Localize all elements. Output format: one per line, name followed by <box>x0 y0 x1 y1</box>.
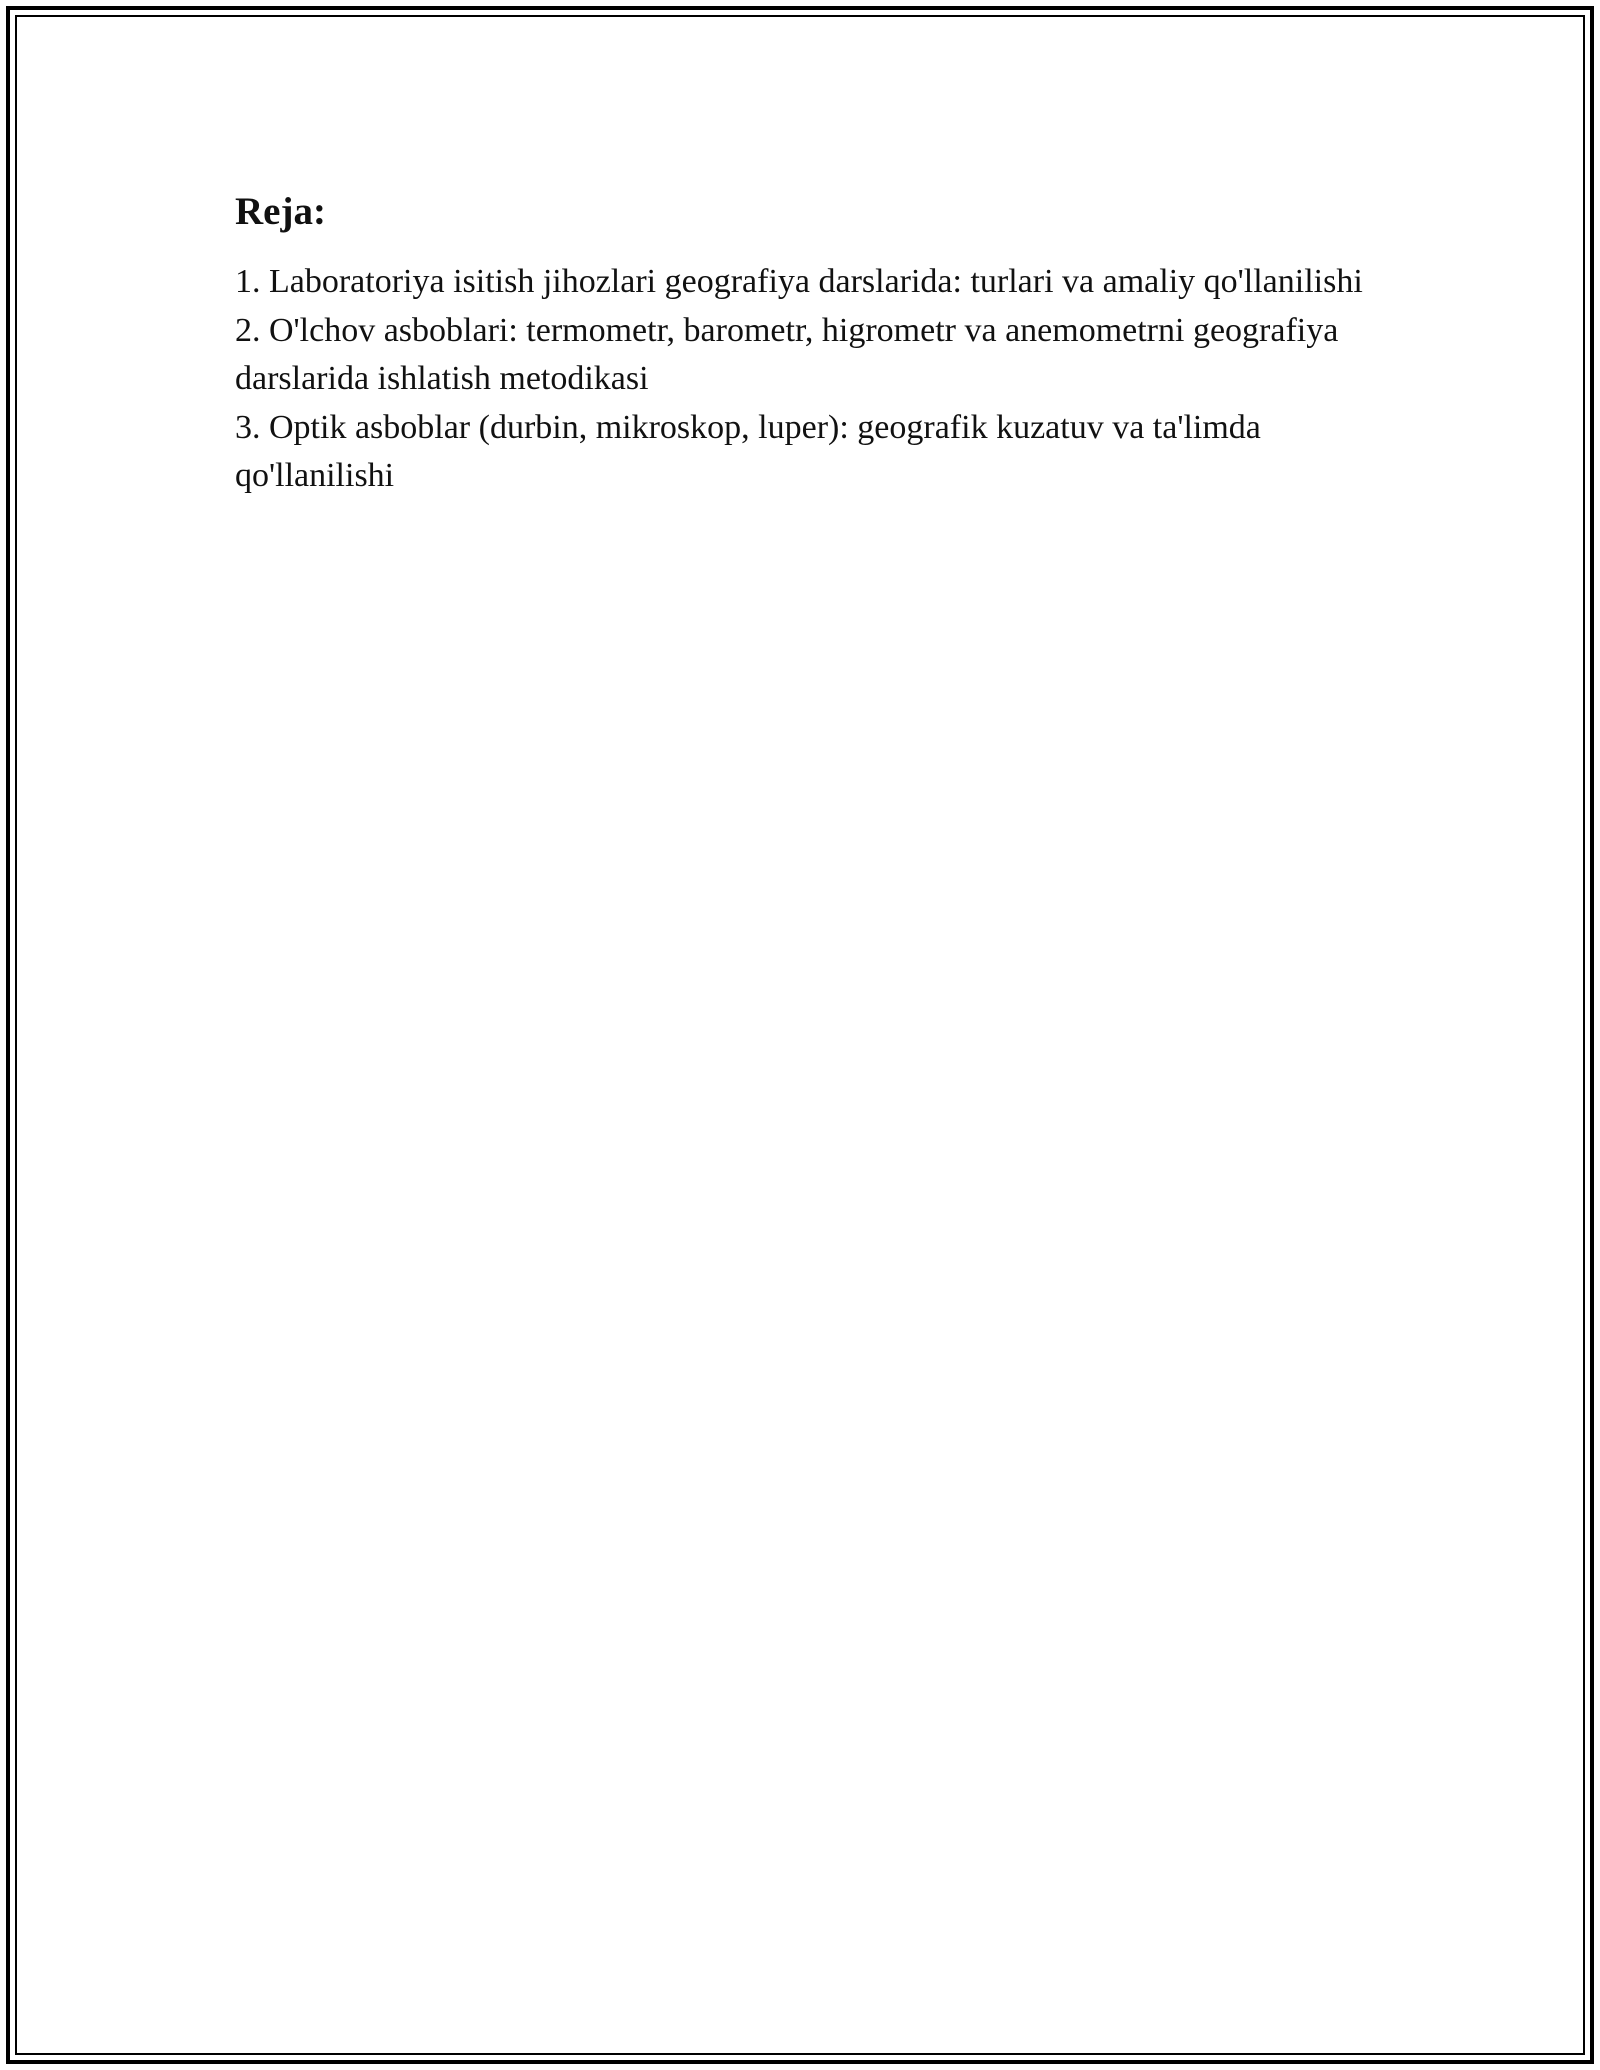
plan-item-2: 2. O'lchov asboblari: termometr, barometr, higrometr va anemometrni geografiya darslarida ishlatish metodikasi <box>235 311 1339 397</box>
document-content <box>235 186 1365 501</box>
plan-item-1: 1. Laboratoriya isitish jihozlari geografiya darslarida: turlari va amaliy qo'llanilishi <box>235 263 1363 300</box>
plan-heading: Reja: <box>235 190 326 233</box>
plan-list <box>235 258 1365 501</box>
plan-item-3: 3. Optik asboblar (durbin, mikroskop, luper): geografik kuzatuv va ta'limda qo'llanilishi <box>235 408 1261 494</box>
